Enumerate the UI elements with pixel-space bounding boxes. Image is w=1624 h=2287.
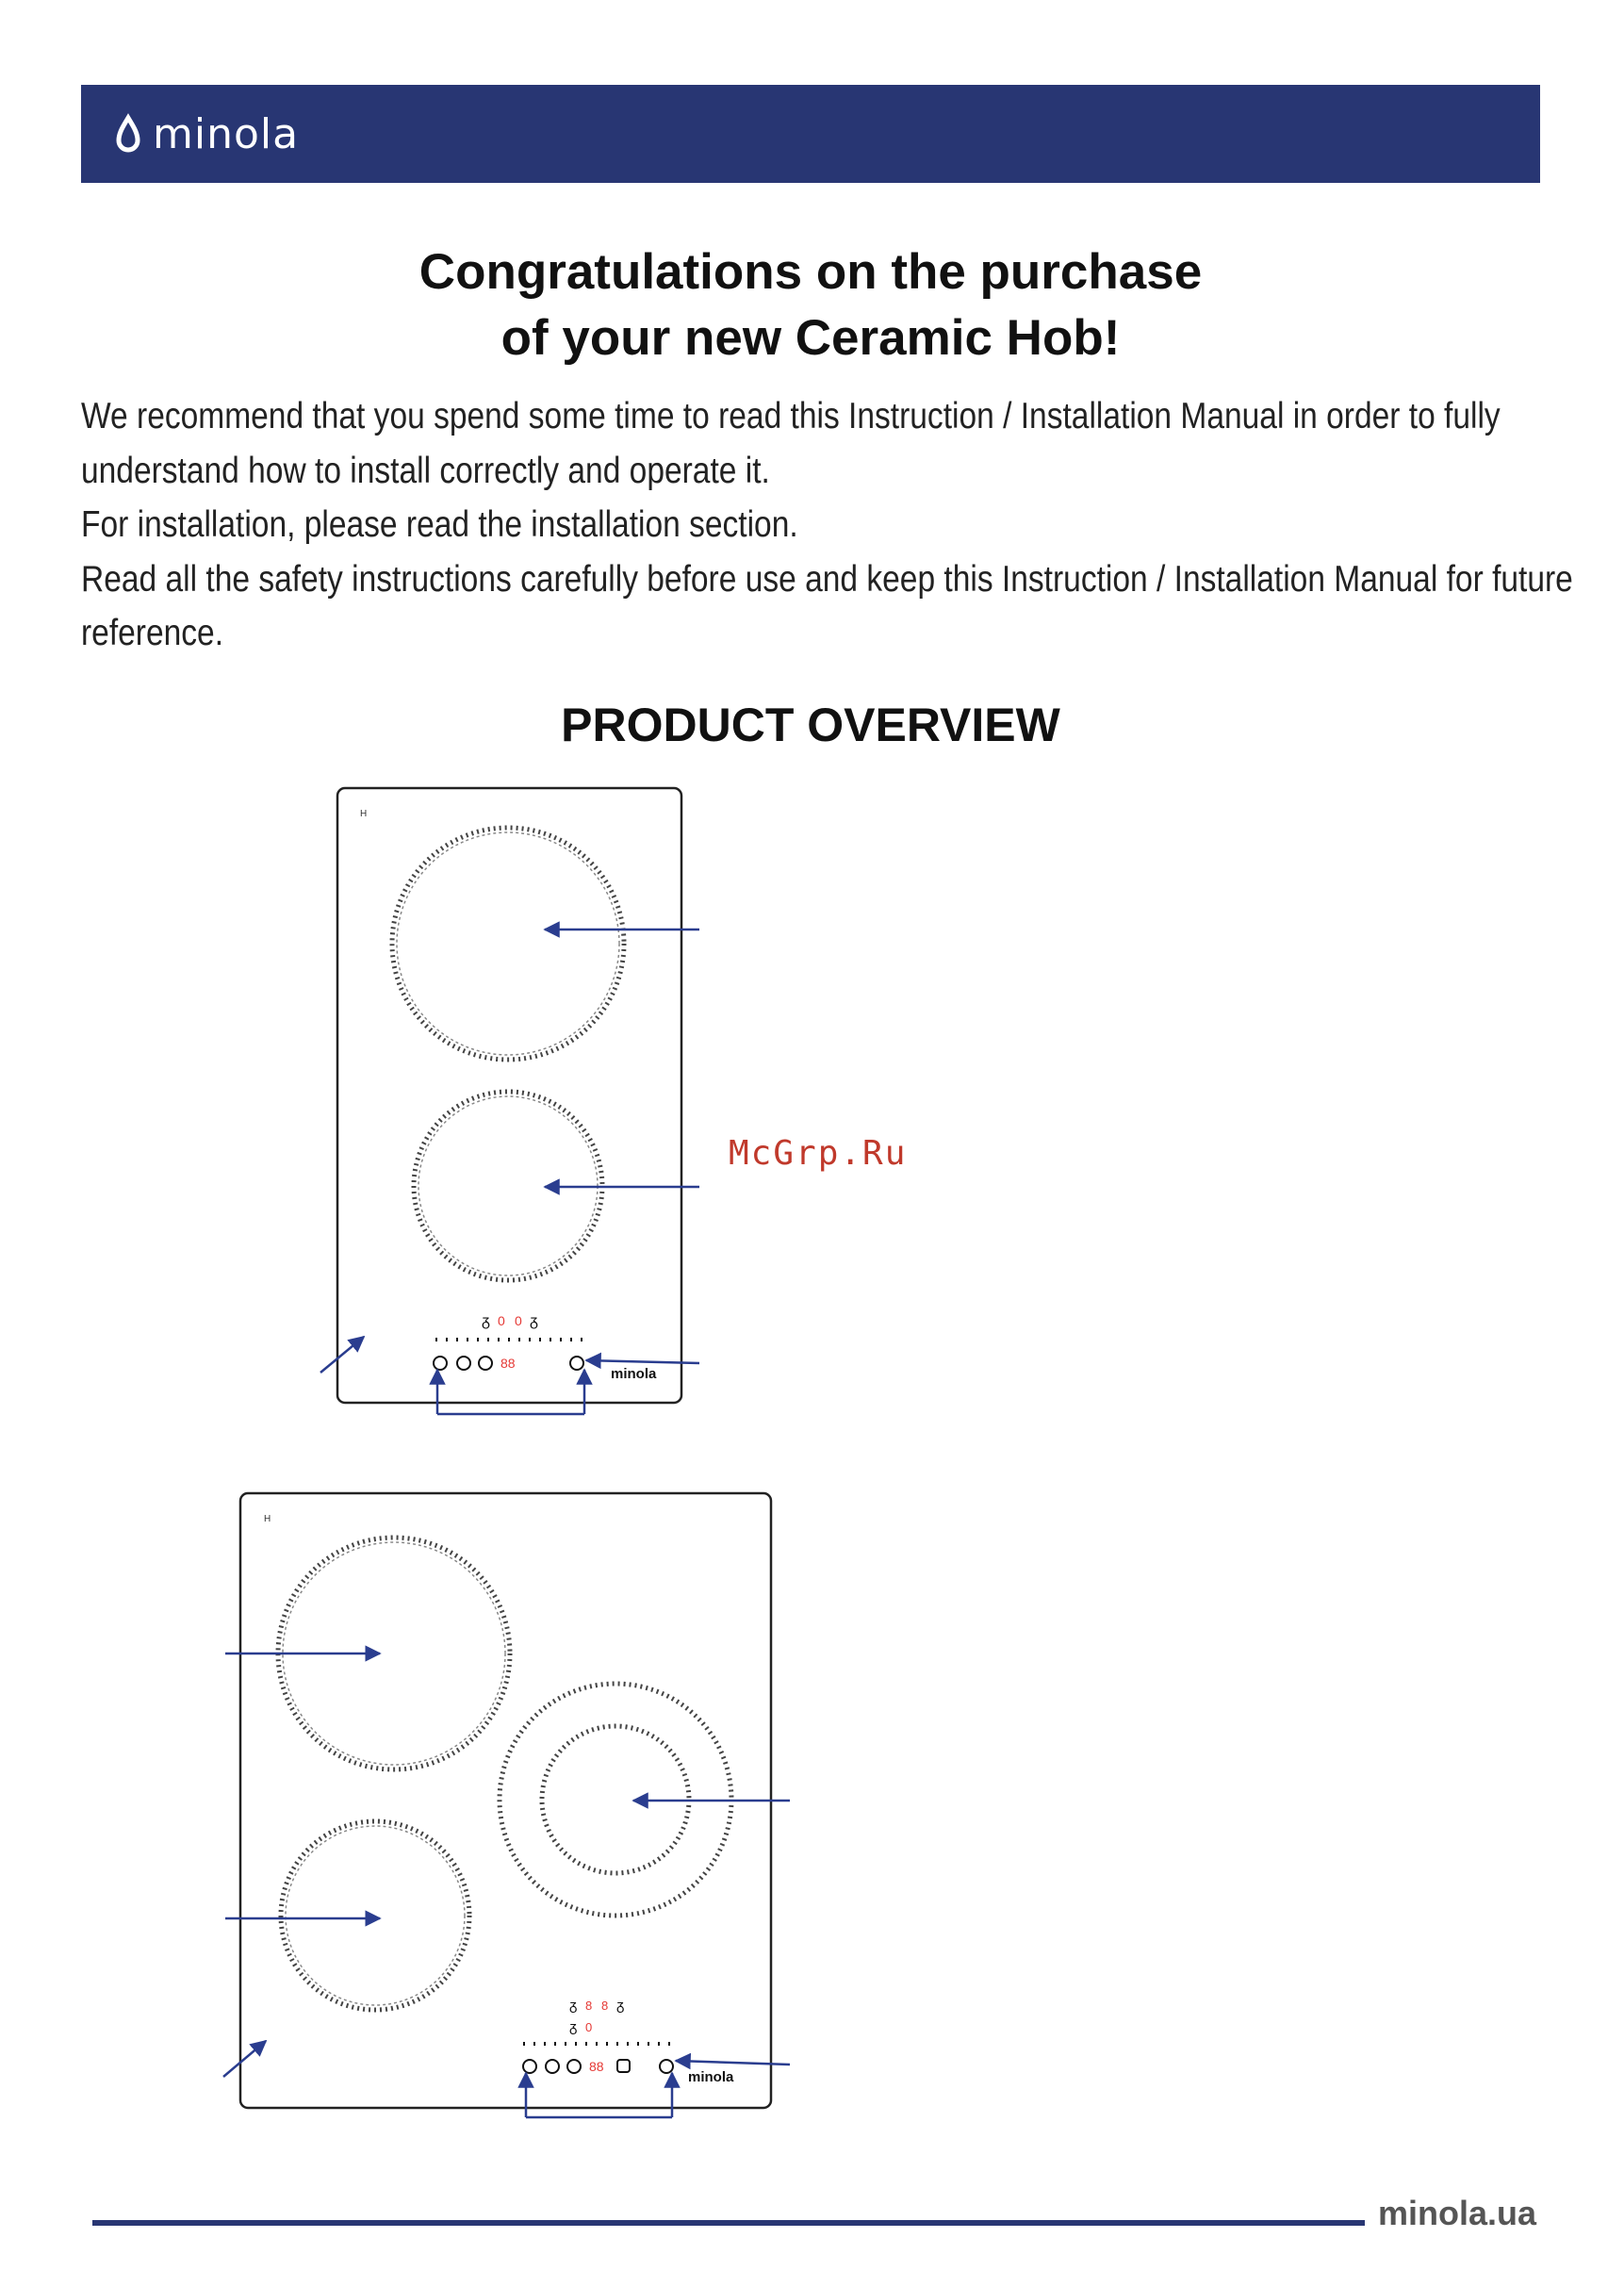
hob2-zone-display-3: 0 — [585, 2020, 593, 2034]
hob2-zone-indicator-2: ᵹ — [616, 1998, 625, 2014]
hob1-zone-indicator-right: ᵹ — [530, 1313, 538, 1329]
brand-name: minola — [153, 109, 300, 158]
hob1-hot-symbol: H — [360, 809, 368, 819]
watermark: McGrp.Ru — [729, 1134, 908, 1173]
hob1-zone-indicator-left: ᵹ — [482, 1313, 490, 1329]
hob2-zone-display-1: 8 — [585, 1999, 593, 2013]
hob2-brand: minola — [688, 2069, 734, 2085]
intro-line-2: understand how to install correctly and operate it. — [81, 450, 770, 491]
hob1-brand: minola — [611, 1366, 657, 1382]
intro-line-1: We recommend that you spend some time to read this Instruction / Installation Manual in order to fully — [81, 396, 1501, 436]
hob2-hot-symbol: H — [264, 1514, 271, 1524]
footer-line — [92, 2220, 1365, 2226]
hob1-timer-display: 88 — [500, 1356, 516, 1371]
hob1-glass-top — [337, 788, 681, 1403]
section-title: PRODUCT OVERVIEW — [561, 699, 1060, 751]
intro-line-5: reference. — [81, 613, 224, 653]
headline-line-1: Congratulations on the purchase — [418, 244, 1203, 300]
hob2-timer-display: 88 — [589, 2059, 604, 2074]
hob1-zone-display-right: 0 — [515, 1313, 522, 1328]
hob2-zone-indicator-1: ᵹ — [569, 1998, 578, 2014]
intro-line-3: For installation, please read the installation section. — [81, 504, 798, 545]
hob-two-zone — [320, 788, 699, 1414]
footer-website[interactable]: minola.ua — [1378, 2194, 1537, 2232]
hob2-zone-display-2: 8 — [601, 1999, 609, 2013]
intro-line-4: Read all the safety instructions carefully before use and keep this Instruction / Installation Manual for future — [81, 558, 1573, 600]
hob-three-zone — [223, 1493, 790, 2117]
hob2-zone-indicator-3: ᵹ — [569, 2019, 578, 2035]
hob1-zone-display-left: 0 — [498, 1313, 505, 1328]
headline-line-2: of your new Ceramic Hob! — [500, 310, 1121, 366]
